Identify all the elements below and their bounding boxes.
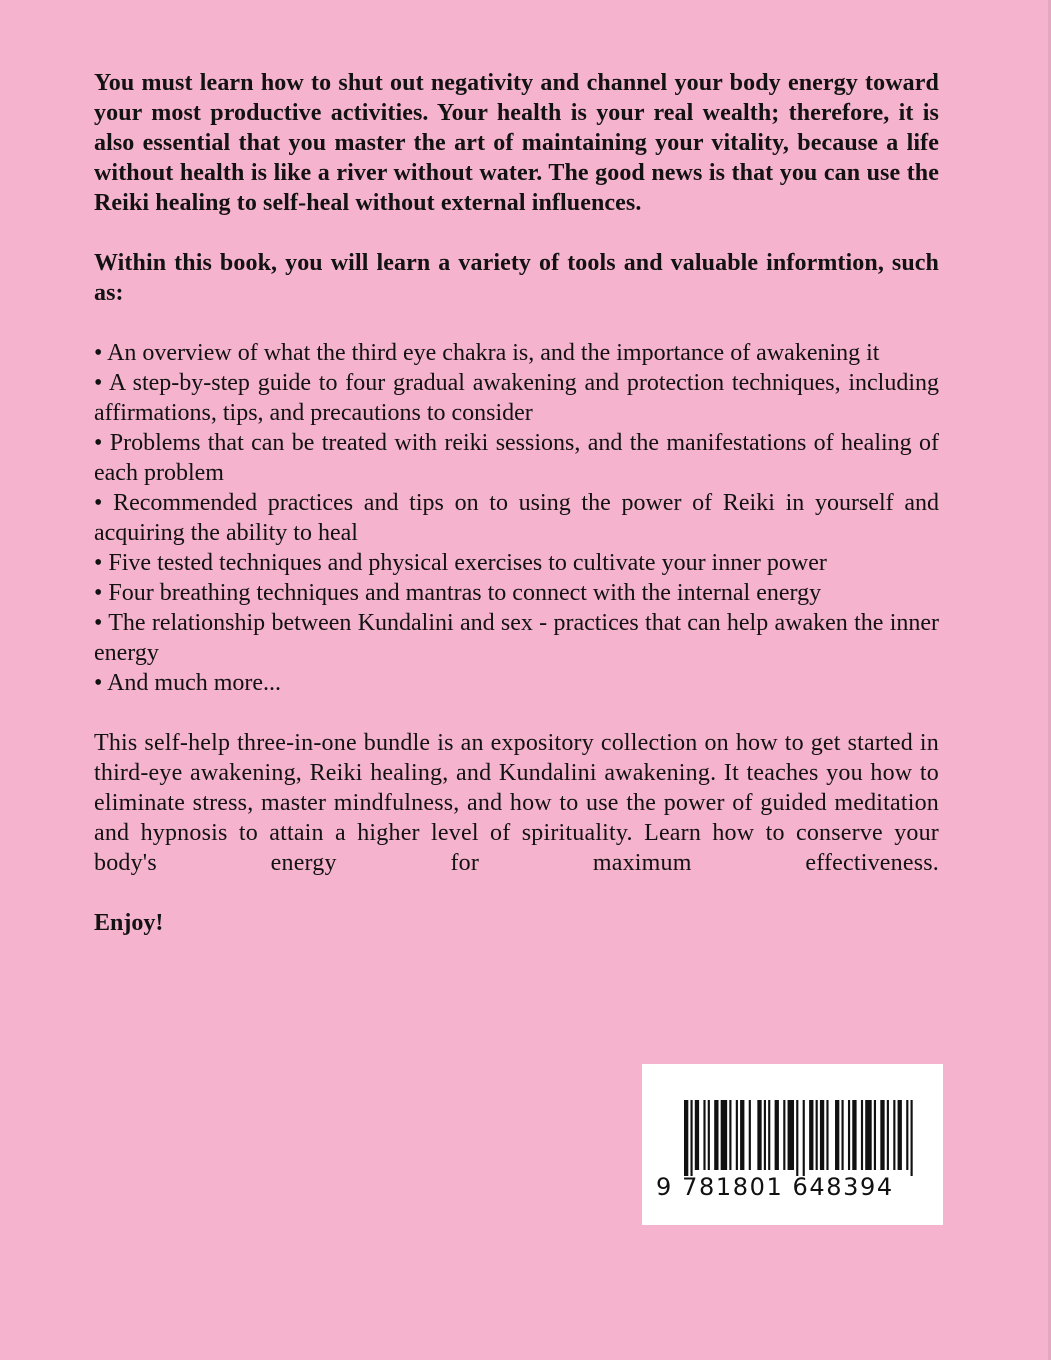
intro-paragraph: You must learn how to shut out negativity and channel your body energy toward your most productive activities. Your health is your real wealth; therefore, it is also essential that you master the art of maintaining your vitality, because a life without health is like a river without water. The good news is that you can use the Reiki healing to self-heal without external influences. [94, 70, 939, 216]
barcode-bar [887, 1100, 889, 1170]
list-item: • And much more... [94, 670, 282, 696]
list-item: • An overview of what the third eye chakra is, and the importance of awakening it [94, 340, 880, 366]
barcode-panel [642, 1064, 943, 1225]
barcode-bar [861, 1100, 863, 1170]
barcode-bar [740, 1100, 744, 1170]
barcode-bar [906, 1100, 908, 1170]
barcode-bar [874, 1100, 876, 1170]
barcode-bar [848, 1100, 850, 1170]
barcode-bar [841, 1100, 843, 1170]
barcode-bar [880, 1100, 884, 1170]
barcode-bar [768, 1100, 770, 1170]
barcode-number: 9 781801 648394 [656, 1173, 894, 1201]
list-item: • Four breathing techniques and mantras to connect with the internal energy [94, 580, 822, 606]
barcode-bar [764, 1100, 766, 1170]
cover-text [94, 68, 939, 938]
list-item: • Recommended practices and tips on to using the power of Reiki in yourself and acquiring the ability to heal [94, 490, 939, 546]
summary-paragraph: This self-help three-in-one bundle is an expository collection on how to get started in third-eye awakening, Reiki healing, and Kundalini awakening. It teaches you how to eliminate stress, master mindfulness, and how to use the power of guided meditation and hypnosis to attain a higher level of spirituality. Learn how to conserve your body's energy for maximum effectiveness. [94, 730, 939, 876]
closing-text: Enjoy! [94, 910, 164, 936]
barcode-bar [708, 1100, 710, 1170]
list-item: • Problems that can be treated with reiki sessions, and the manifestations of healing of each problem [94, 430, 939, 486]
barcode-bar [898, 1100, 902, 1170]
barcode-bar [809, 1100, 813, 1170]
barcode-bar [695, 1100, 699, 1170]
barcode-bar [684, 1100, 688, 1176]
barcode-bar [690, 1100, 692, 1176]
barcode-bar [796, 1100, 798, 1176]
barcode-bar [757, 1100, 761, 1170]
barcode-bar [775, 1100, 779, 1170]
barcode-bar [721, 1100, 727, 1170]
barcode-bar [820, 1100, 824, 1170]
barcode-bar [783, 1100, 785, 1170]
features-list [94, 338, 939, 698]
list-item: • The relationship between Kundalini and sex - practices that can help awaken the inner energy [94, 610, 939, 666]
list-item: • A step-by-step guide to four gradual awakening and protection techniques, including affirmations, tips, and precautions to consider [94, 370, 939, 426]
barcode-bar [852, 1100, 856, 1170]
barcode-bar [911, 1100, 913, 1176]
barcode-icon [684, 1100, 917, 1176]
barcode-bar [736, 1100, 738, 1170]
barcode-bar [788, 1100, 794, 1170]
barcode-bar [826, 1100, 828, 1170]
barcode-bar [865, 1100, 871, 1170]
barcode-bar [893, 1100, 895, 1170]
barcode-bar [816, 1100, 818, 1170]
barcode-bar [729, 1100, 731, 1170]
barcode-bar [835, 1100, 839, 1170]
barcode-bar [703, 1100, 705, 1170]
list-item: • Five tested techniques and physical exercises to cultivate your inner power [94, 550, 827, 576]
barcode-bar [714, 1100, 718, 1170]
barcode-bar [749, 1100, 751, 1170]
barcode-bar [803, 1100, 805, 1176]
list-intro: Within this book, you will learn a variety of tools and valuable informtion, such as: [94, 250, 939, 306]
